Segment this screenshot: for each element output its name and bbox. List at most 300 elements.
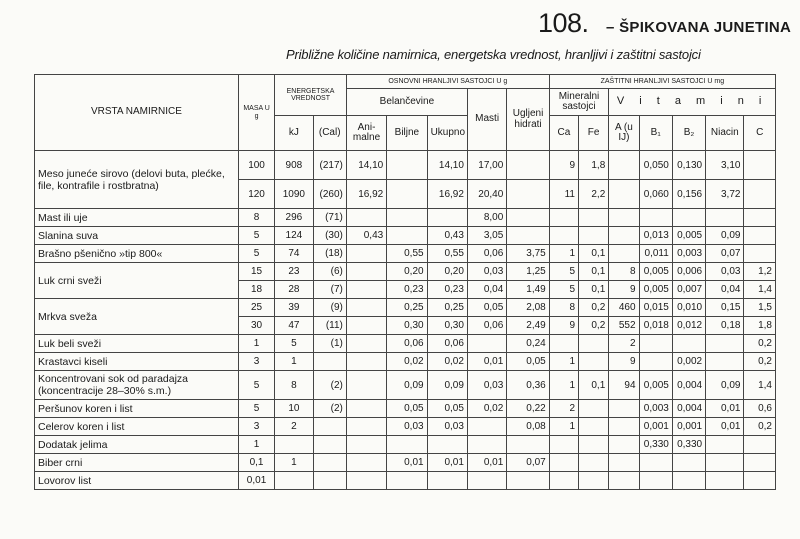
cell-niacin: [706, 209, 744, 227]
cell-total: 0,09: [427, 371, 467, 400]
cell-a: 94: [609, 371, 639, 400]
cell-c: [744, 180, 776, 209]
cell-fe: 0,1: [579, 281, 609, 299]
cell-carbs: 2,08: [507, 299, 549, 317]
cell-fe: [579, 335, 609, 353]
cell-b2: 0,004: [672, 371, 705, 400]
cell-c: [744, 245, 776, 263]
cell-animal: [346, 472, 386, 490]
cell-kj: 1090: [275, 180, 313, 209]
cell-b1: 0,005: [639, 263, 672, 281]
cell-a: 2: [609, 335, 639, 353]
cell-b2: 0,010: [672, 299, 705, 317]
cell-niacin: 0,09: [706, 227, 744, 245]
cell-b2: [672, 209, 705, 227]
cell-animal: [346, 418, 386, 436]
cell-mass: 8: [238, 209, 274, 227]
cell-kj: 74: [275, 245, 313, 263]
col-fat: Masti: [467, 89, 506, 151]
food-name: Brašno pšenično »tip 800«: [35, 245, 239, 263]
cell-fat: 3,05: [467, 227, 506, 245]
cell-b2: 0,012: [672, 317, 705, 335]
col-proteins: Belančevine: [346, 89, 467, 116]
cell-kj: [275, 436, 313, 454]
cell-b2: [672, 335, 705, 353]
cell-niacin: [706, 436, 744, 454]
cell-kj: 908: [275, 151, 313, 180]
cell-mass: 25: [238, 299, 274, 317]
cell-fe: 0,1: [579, 263, 609, 281]
cell-total: 0,25: [427, 299, 467, 317]
cell-mass: 120: [238, 180, 274, 209]
cell-animal: 0,43: [346, 227, 386, 245]
cell-carbs: [507, 151, 549, 180]
cell-fat: 0,02: [467, 400, 506, 418]
cell-niacin: 0,04: [706, 281, 744, 299]
cell-mass: 5: [238, 245, 274, 263]
cell-b2: [672, 454, 705, 472]
cell-cal: [313, 418, 346, 436]
cell-total: 14,10: [427, 151, 467, 180]
cell-kj: 2: [275, 418, 313, 436]
cell-b1: 0,018: [639, 317, 672, 335]
cell-cal: (9): [313, 299, 346, 317]
cell-a: 460: [609, 299, 639, 317]
cell-c: [744, 227, 776, 245]
cell-fat: [467, 335, 506, 353]
cell-niacin: [706, 472, 744, 490]
cell-total: 0,02: [427, 353, 467, 371]
cell-plant: 0,05: [387, 400, 427, 418]
cell-niacin: 3,10: [706, 151, 744, 180]
cell-cal: [313, 353, 346, 371]
cell-c: 0,2: [744, 353, 776, 371]
cell-mass: 3: [238, 418, 274, 436]
cell-fat: 0,06: [467, 245, 506, 263]
col-carbs: Ugljeni hidrati: [507, 89, 549, 151]
table-row: [35, 472, 776, 490]
nutrition-table: [34, 74, 776, 490]
cell-animal: [346, 317, 386, 335]
cell-cal: (11): [313, 317, 346, 335]
cell-cal: [313, 436, 346, 454]
cell-fe: [579, 353, 609, 371]
cell-a: 8: [609, 263, 639, 281]
col-niacin: Niacin: [706, 116, 744, 151]
cell-c: 1,8: [744, 317, 776, 335]
cell-ca: 5: [549, 281, 578, 299]
cell-plant: 0,06: [387, 335, 427, 353]
recipe-number: 108.: [538, 8, 589, 38]
cell-total: 0,30: [427, 317, 467, 335]
cell-total: 0,23: [427, 281, 467, 299]
cell-ca: [549, 227, 578, 245]
cell-cal: (6): [313, 263, 346, 281]
food-name: Lovorov list: [35, 472, 239, 490]
cell-fe: 0,2: [579, 317, 609, 335]
cell-total: [427, 472, 467, 490]
cell-b2: 0,005: [672, 227, 705, 245]
cell-plant: 0,55: [387, 245, 427, 263]
cell-total: 0,43: [427, 227, 467, 245]
cell-niacin: 0,09: [706, 371, 744, 400]
cell-ca: 1: [549, 353, 578, 371]
cell-cal: [313, 472, 346, 490]
cell-niacin: [706, 335, 744, 353]
table-row: [35, 335, 776, 353]
food-name: Slanina suva: [35, 227, 239, 245]
cell-cal: (30): [313, 227, 346, 245]
table-row: [35, 245, 776, 263]
col-energy: ENERGETSKA VREDNOST: [275, 75, 347, 116]
cell-carbs: 0,07: [507, 454, 549, 472]
cell-plant: [387, 436, 427, 454]
food-name: Luk crni sveži: [35, 263, 239, 299]
cell-b2: 0,006: [672, 263, 705, 281]
cell-plant: 0,01: [387, 454, 427, 472]
cell-b1: 0,060: [639, 180, 672, 209]
cell-b2: 0,004: [672, 400, 705, 418]
cell-mass: 0,01: [238, 472, 274, 490]
cell-b1: 0,013: [639, 227, 672, 245]
cell-fat: 0,01: [467, 454, 506, 472]
cell-ca: 9: [549, 151, 578, 180]
cell-kj: 23: [275, 263, 313, 281]
cell-b2: 0,003: [672, 245, 705, 263]
cell-carbs: 0,24: [507, 335, 549, 353]
side-page-number: [0, 494, 1, 516]
cell-total: 0,06: [427, 335, 467, 353]
food-name: Krastavci kiseli: [35, 353, 239, 371]
cell-kj: 47: [275, 317, 313, 335]
col-fe: Fe: [579, 116, 609, 151]
cell-plant: 0,09: [387, 371, 427, 400]
cell-fe: 0,1: [579, 245, 609, 263]
cell-mass: 30: [238, 317, 274, 335]
cell-ca: [549, 335, 578, 353]
cell-niacin: 3,72: [706, 180, 744, 209]
cell-total: [427, 436, 467, 454]
cell-kj: 5: [275, 335, 313, 353]
cell-fe: 0,1: [579, 371, 609, 400]
cell-plant: 0,02: [387, 353, 427, 371]
food-name: Biber crni: [35, 454, 239, 472]
cell-cal: [313, 454, 346, 472]
cell-b2: [672, 472, 705, 490]
cell-niacin: 0,01: [706, 400, 744, 418]
cell-b2: 0,001: [672, 418, 705, 436]
cell-kj: 39: [275, 299, 313, 317]
cell-niacin: [706, 353, 744, 371]
cell-c: 1,5: [744, 299, 776, 317]
cell-kj: 10: [275, 400, 313, 418]
cell-animal: [346, 400, 386, 418]
cell-a: 552: [609, 317, 639, 335]
cell-fe: 1,8: [579, 151, 609, 180]
cell-total: 16,92: [427, 180, 467, 209]
cell-carbs: [507, 209, 549, 227]
cell-carbs: 3,75: [507, 245, 549, 263]
cell-cal: (217): [313, 151, 346, 180]
cell-b1: 0,001: [639, 418, 672, 436]
cell-b1: 0,330: [639, 436, 672, 454]
cell-a: [609, 151, 639, 180]
food-name: Luk beli sveži: [35, 335, 239, 353]
cell-fat: 20,40: [467, 180, 506, 209]
cell-ca: [549, 454, 578, 472]
cell-b2: 0,330: [672, 436, 705, 454]
table-row: [35, 436, 776, 454]
cell-a: 9: [609, 353, 639, 371]
cell-animal: [346, 281, 386, 299]
cell-b1: 0,003: [639, 400, 672, 418]
cell-b2: 0,130: [672, 151, 705, 180]
col-vitamin-c: C: [744, 116, 776, 151]
col-minerals: Mineralni sastojci: [549, 89, 609, 116]
cell-plant: 0,30: [387, 317, 427, 335]
cell-carbs: [507, 180, 549, 209]
cell-ca: [549, 436, 578, 454]
table-row: [35, 263, 776, 281]
cell-fat: 0,03: [467, 371, 506, 400]
table-header: [35, 75, 776, 151]
cell-fe: [579, 227, 609, 245]
cell-cal: (7): [313, 281, 346, 299]
cell-a: [609, 436, 639, 454]
col-vitamins: V i t a m i n i: [609, 89, 776, 116]
cell-total: 0,20: [427, 263, 467, 281]
cell-fat: 17,00: [467, 151, 506, 180]
cell-fe: [579, 418, 609, 436]
cell-b1: [639, 335, 672, 353]
cell-niacin: 0,15: [706, 299, 744, 317]
cell-mass: 100: [238, 151, 274, 180]
cell-b1: [639, 472, 672, 490]
cell-c: [744, 436, 776, 454]
cell-carbs: 0,22: [507, 400, 549, 418]
food-name: Dodatak jelima: [35, 436, 239, 454]
col-protective-nutrients: ZAŠTITNI HRANLJIVI SASTOJCI U mg: [549, 75, 775, 89]
cell-cal: (71): [313, 209, 346, 227]
cell-cal: (2): [313, 400, 346, 418]
cell-fat: 8,00: [467, 209, 506, 227]
cell-total: 0,03: [427, 418, 467, 436]
cell-carbs: 0,08: [507, 418, 549, 436]
cell-c: 1,4: [744, 281, 776, 299]
cell-fe: [579, 436, 609, 454]
cell-plant: [387, 472, 427, 490]
table-body: [35, 151, 776, 490]
cell-b1: [639, 353, 672, 371]
table-row: [35, 418, 776, 436]
cell-mass: 1: [238, 335, 274, 353]
cell-ca: 8: [549, 299, 578, 317]
cell-carbs: [507, 436, 549, 454]
cell-plant: [387, 227, 427, 245]
cell-animal: [346, 353, 386, 371]
cell-fat: 0,04: [467, 281, 506, 299]
cell-c: 1,4: [744, 371, 776, 400]
col-vitamin-a: A (u IJ): [609, 116, 639, 151]
cell-fat: 0,01: [467, 353, 506, 371]
col-food: VRSTA NAMIRNICE: [35, 75, 239, 151]
cell-animal: [346, 371, 386, 400]
cell-a: [609, 418, 639, 436]
cell-mass: 15: [238, 263, 274, 281]
col-b2: B₂: [672, 116, 705, 151]
cell-a: [609, 245, 639, 263]
table-row: [35, 371, 776, 400]
table-row: [35, 151, 776, 180]
cell-fe: 0,2: [579, 299, 609, 317]
cell-mass: 5: [238, 371, 274, 400]
food-name: Koncentrovani sok od paradajza (koncentracije 28–30% s.m.): [35, 371, 239, 400]
col-mass: MASA U g: [238, 75, 274, 151]
cell-fat: 0,06: [467, 317, 506, 335]
col-basic-nutrients: OSNOVNI HRANLJIVI SASTOJCI U g: [346, 75, 549, 89]
cell-kj: 124: [275, 227, 313, 245]
cell-c: [744, 151, 776, 180]
cell-fat: 0,05: [467, 299, 506, 317]
cell-carbs: 2,49: [507, 317, 549, 335]
cell-b1: [639, 454, 672, 472]
cell-a: [609, 454, 639, 472]
cell-ca: 1: [549, 371, 578, 400]
food-name: Meso juneće sirovo (delovi buta, plećke, file, kontrafile i rostbratna): [35, 151, 239, 209]
cell-b1: 0,050: [639, 151, 672, 180]
cell-plant: 0,23: [387, 281, 427, 299]
cell-mass: 18: [238, 281, 274, 299]
cell-c: 0,6: [744, 400, 776, 418]
cell-ca: 1: [549, 245, 578, 263]
cell-b1: [639, 209, 672, 227]
cell-a: [609, 209, 639, 227]
cell-fat: [467, 472, 506, 490]
cell-mass: 0,1: [238, 454, 274, 472]
cell-ca: 11: [549, 180, 578, 209]
cell-animal: [346, 335, 386, 353]
cell-cal: (2): [313, 371, 346, 400]
col-cal: (Cal): [313, 116, 346, 151]
table-subtitle: Približne količine namirnica, energetska vrednost, hranljivi i zaštitni sastojci: [286, 47, 701, 62]
cell-a: [609, 227, 639, 245]
cell-carbs: [507, 227, 549, 245]
food-name: Celerov koren i list: [35, 418, 239, 436]
cell-mass: 1: [238, 436, 274, 454]
cell-niacin: 0,07: [706, 245, 744, 263]
cell-animal: [346, 436, 386, 454]
cell-animal: [346, 299, 386, 317]
cell-animal: [346, 454, 386, 472]
cell-plant: [387, 209, 427, 227]
cell-c: [744, 454, 776, 472]
cell-niacin: [706, 454, 744, 472]
cell-total: 0,05: [427, 400, 467, 418]
cell-fe: [579, 209, 609, 227]
cell-plant: 0,03: [387, 418, 427, 436]
cell-carbs: 0,05: [507, 353, 549, 371]
col-ca: Ca: [549, 116, 578, 151]
table-row: [35, 400, 776, 418]
cell-kj: 296: [275, 209, 313, 227]
cell-ca: 2: [549, 400, 578, 418]
cell-niacin: 0,18: [706, 317, 744, 335]
cell-ca: 1: [549, 418, 578, 436]
cell-b1: 0,005: [639, 371, 672, 400]
cell-c: 0,2: [744, 418, 776, 436]
cell-ca: [549, 209, 578, 227]
cell-plant: 0,25: [387, 299, 427, 317]
cell-mass: 3: [238, 353, 274, 371]
cell-kj: 8: [275, 371, 313, 400]
cell-b2: 0,156: [672, 180, 705, 209]
cell-carbs: 0,36: [507, 371, 549, 400]
cell-animal: 14,10: [346, 151, 386, 180]
cell-a: [609, 472, 639, 490]
col-total: Ukupno: [427, 116, 467, 151]
cell-fe: [579, 400, 609, 418]
cell-b2: 0,002: [672, 353, 705, 371]
col-kj: kJ: [275, 116, 313, 151]
cell-a: [609, 400, 639, 418]
col-animal: Ani-malne: [346, 116, 386, 151]
cell-animal: [346, 245, 386, 263]
cell-mass: 5: [238, 227, 274, 245]
cell-plant: [387, 151, 427, 180]
cell-plant: [387, 180, 427, 209]
cell-b1: 0,005: [639, 281, 672, 299]
table-row: [35, 299, 776, 317]
cell-fe: 2,2: [579, 180, 609, 209]
cell-animal: [346, 209, 386, 227]
cell-total: 0,55: [427, 245, 467, 263]
cell-niacin: 0,01: [706, 418, 744, 436]
cell-carbs: 1,25: [507, 263, 549, 281]
food-name: Peršunov koren i list: [35, 400, 239, 418]
cell-fe: [579, 454, 609, 472]
cell-fat: [467, 418, 506, 436]
cell-c: 1,2: [744, 263, 776, 281]
cell-fat: 0,03: [467, 263, 506, 281]
food-name: Mast ili uje: [35, 209, 239, 227]
col-b1: B₁: [639, 116, 672, 151]
cell-a: 9: [609, 281, 639, 299]
cell-fat: [467, 436, 506, 454]
cell-animal: 16,92: [346, 180, 386, 209]
cell-cal: (260): [313, 180, 346, 209]
cell-total: 0,01: [427, 454, 467, 472]
cell-cal: (1): [313, 335, 346, 353]
cell-b1: 0,011: [639, 245, 672, 263]
cell-total: [427, 209, 467, 227]
recipe-title: – ŠPIKOVANA JUNETINA: [606, 19, 792, 36]
cell-cal: (18): [313, 245, 346, 263]
cell-ca: 9: [549, 317, 578, 335]
cell-carbs: 1,49: [507, 281, 549, 299]
cell-a: [609, 180, 639, 209]
cell-fe: [579, 472, 609, 490]
table-row: [35, 209, 776, 227]
cell-kj: 28: [275, 281, 313, 299]
table-row: [35, 353, 776, 371]
cell-c: [744, 209, 776, 227]
cell-niacin: 0,03: [706, 263, 744, 281]
cell-kj: 1: [275, 454, 313, 472]
cell-mass: 5: [238, 400, 274, 418]
cell-c: [744, 472, 776, 490]
cell-ca: 5: [549, 263, 578, 281]
cell-c: 0,2: [744, 335, 776, 353]
